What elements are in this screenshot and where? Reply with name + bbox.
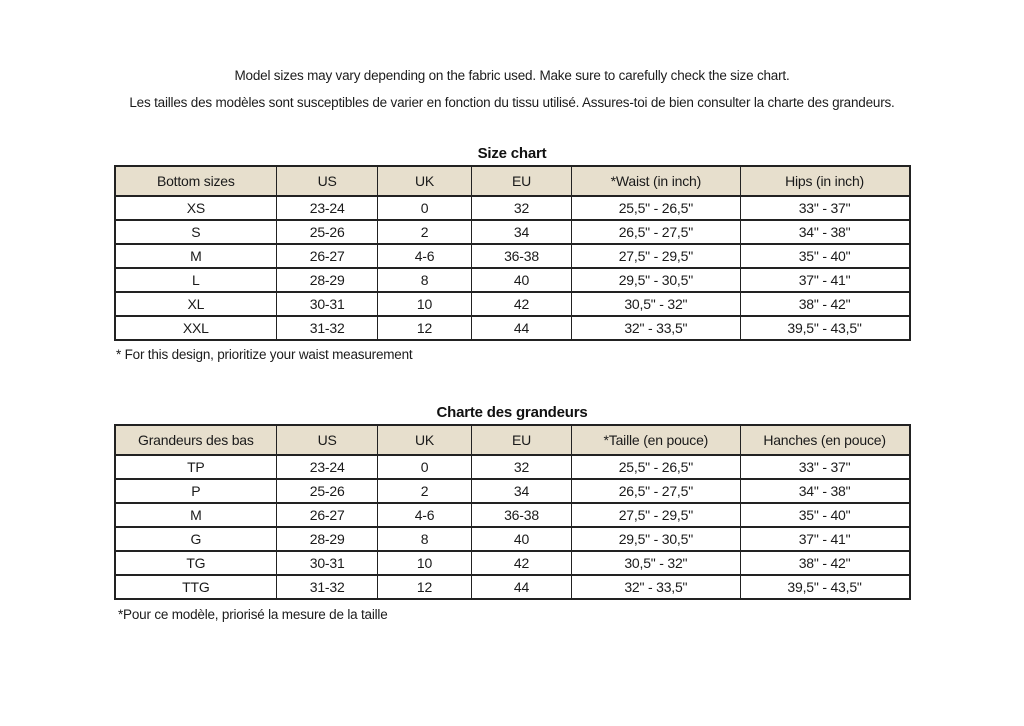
table-row xyxy=(115,316,910,340)
table-cell: 33" - 37" xyxy=(740,455,909,479)
table-cell: 23-24 xyxy=(277,455,378,479)
size-chart-title-en: Size chart xyxy=(477,145,547,162)
table-cell: 35" - 40" xyxy=(740,244,909,268)
intro-text-en: Model sizes may vary depending on the fabric used. Make sure to carefully check the size chart. xyxy=(234,68,790,83)
waist-footnote-fr: *Pour ce modèle, priorisé la mesure de la taille xyxy=(118,607,388,622)
column-header: US xyxy=(277,425,378,455)
table-cell: 31-32 xyxy=(277,575,378,599)
size-chart-table-fr-body xyxy=(115,455,910,599)
table-cell: 8 xyxy=(378,527,472,551)
table-cell: 4-6 xyxy=(378,244,472,268)
table-cell: 33" - 37" xyxy=(740,196,909,220)
table-cell: 34" - 38" xyxy=(740,220,909,244)
table-cell: 29,5" - 30,5" xyxy=(572,268,741,292)
table-cell: 26-27 xyxy=(277,244,378,268)
table-row xyxy=(115,527,910,551)
table-cell: 44 xyxy=(471,575,571,599)
column-header: Hanches (en pouce) xyxy=(740,425,909,455)
table-cell: 30,5" - 32" xyxy=(572,292,741,316)
table-row xyxy=(115,268,910,292)
table-cell: 25-26 xyxy=(277,479,378,503)
table-cell: 2 xyxy=(378,220,472,244)
table-cell: L xyxy=(115,268,277,292)
size-chart-title-fr: Charte des grandeurs xyxy=(436,404,588,421)
table-cell: 27,5" - 29,5" xyxy=(572,503,741,527)
table-cell: 28-29 xyxy=(277,527,378,551)
table-cell: 37" - 41" xyxy=(740,268,909,292)
table-cell: 30-31 xyxy=(277,551,378,575)
table-cell: 28-29 xyxy=(277,268,378,292)
table-cell: 40 xyxy=(471,268,571,292)
table-cell: 34" - 38" xyxy=(740,479,909,503)
column-header: EU xyxy=(471,166,571,196)
waist-footnote-en: * For this design, prioritize your waist measurement xyxy=(116,347,413,362)
column-header: UK xyxy=(378,166,472,196)
table-cell: TP xyxy=(115,455,277,479)
table-cell: TG xyxy=(115,551,277,575)
table-cell: 39,5" - 43,5" xyxy=(740,316,909,340)
table-cell: 0 xyxy=(378,455,472,479)
size-chart-table-fr xyxy=(114,424,911,600)
column-header: *Taille (en pouce) xyxy=(572,425,741,455)
table-cell: 10 xyxy=(378,551,472,575)
table-cell: 38" - 42" xyxy=(740,292,909,316)
table-cell: 26,5" - 27,5" xyxy=(572,479,741,503)
table-cell: S xyxy=(115,220,277,244)
column-header: UK xyxy=(378,425,472,455)
table-cell: 8 xyxy=(378,268,472,292)
column-header: *Waist (in inch) xyxy=(572,166,741,196)
table-row xyxy=(115,503,910,527)
table-cell: 31-32 xyxy=(277,316,378,340)
table-cell: P xyxy=(115,479,277,503)
table-row xyxy=(115,292,910,316)
table-cell: 25-26 xyxy=(277,220,378,244)
table-cell: 10 xyxy=(378,292,472,316)
table-cell: 27,5" - 29,5" xyxy=(572,244,741,268)
table-cell: 29,5" - 30,5" xyxy=(572,527,741,551)
table-cell: 37" - 41" xyxy=(740,527,909,551)
table-row xyxy=(115,551,910,575)
table-cell: 34 xyxy=(471,479,571,503)
table-row xyxy=(115,220,910,244)
table-cell: XXL xyxy=(115,316,277,340)
table-cell: 25,5" - 26,5" xyxy=(572,196,741,220)
table-cell: 42 xyxy=(471,551,571,575)
intro-text-fr: Les tailles des modèles sont susceptibles de varier en fonction du tissu utilisé. Assures-toi de bien consulter la charte des grandeurs. xyxy=(129,95,895,110)
table-cell: 38" - 42" xyxy=(740,551,909,575)
header-row xyxy=(115,166,910,196)
table-cell: M xyxy=(115,503,277,527)
table-cell: 12 xyxy=(378,575,472,599)
table-cell: 30-31 xyxy=(277,292,378,316)
table-cell: TTG xyxy=(115,575,277,599)
table-cell: 26,5" - 27,5" xyxy=(572,220,741,244)
table-cell: 36-38 xyxy=(471,503,571,527)
size-chart-table-en-header xyxy=(115,166,910,196)
table-cell: 39,5" - 43,5" xyxy=(740,575,909,599)
table-cell: 4-6 xyxy=(378,503,472,527)
table-cell: 26-27 xyxy=(277,503,378,527)
table-cell: 25,5" - 26,5" xyxy=(572,455,741,479)
column-header: EU xyxy=(471,425,571,455)
table-cell: 44 xyxy=(471,316,571,340)
table-row xyxy=(115,455,910,479)
size-chart-table-en-body xyxy=(115,196,910,340)
table-row xyxy=(115,575,910,599)
size-chart-table-fr-header xyxy=(115,425,910,455)
table-cell: 30,5" - 32" xyxy=(572,551,741,575)
table-cell: M xyxy=(115,244,277,268)
table-row xyxy=(115,196,910,220)
table-cell: 42 xyxy=(471,292,571,316)
table-cell: XS xyxy=(115,196,277,220)
table-cell: 32 xyxy=(471,196,571,220)
table-cell: 23-24 xyxy=(277,196,378,220)
table-row xyxy=(115,244,910,268)
size-chart-table-en xyxy=(114,165,911,341)
table-cell: 40 xyxy=(471,527,571,551)
column-header: Hips (in inch) xyxy=(740,166,909,196)
column-header: US xyxy=(277,166,378,196)
table-cell: 0 xyxy=(378,196,472,220)
table-row xyxy=(115,479,910,503)
table-cell: 36-38 xyxy=(471,244,571,268)
table-cell: 32 xyxy=(471,455,571,479)
table-cell: 34 xyxy=(471,220,571,244)
table-cell: G xyxy=(115,527,277,551)
table-cell: 35" - 40" xyxy=(740,503,909,527)
table-cell: XL xyxy=(115,292,277,316)
header-row xyxy=(115,425,910,455)
table-cell: 12 xyxy=(378,316,472,340)
table-cell: 32" - 33,5" xyxy=(572,316,741,340)
column-header: Bottom sizes xyxy=(115,166,277,196)
table-cell: 2 xyxy=(378,479,472,503)
table-cell: 32" - 33,5" xyxy=(572,575,741,599)
column-header: Grandeurs des bas xyxy=(115,425,277,455)
